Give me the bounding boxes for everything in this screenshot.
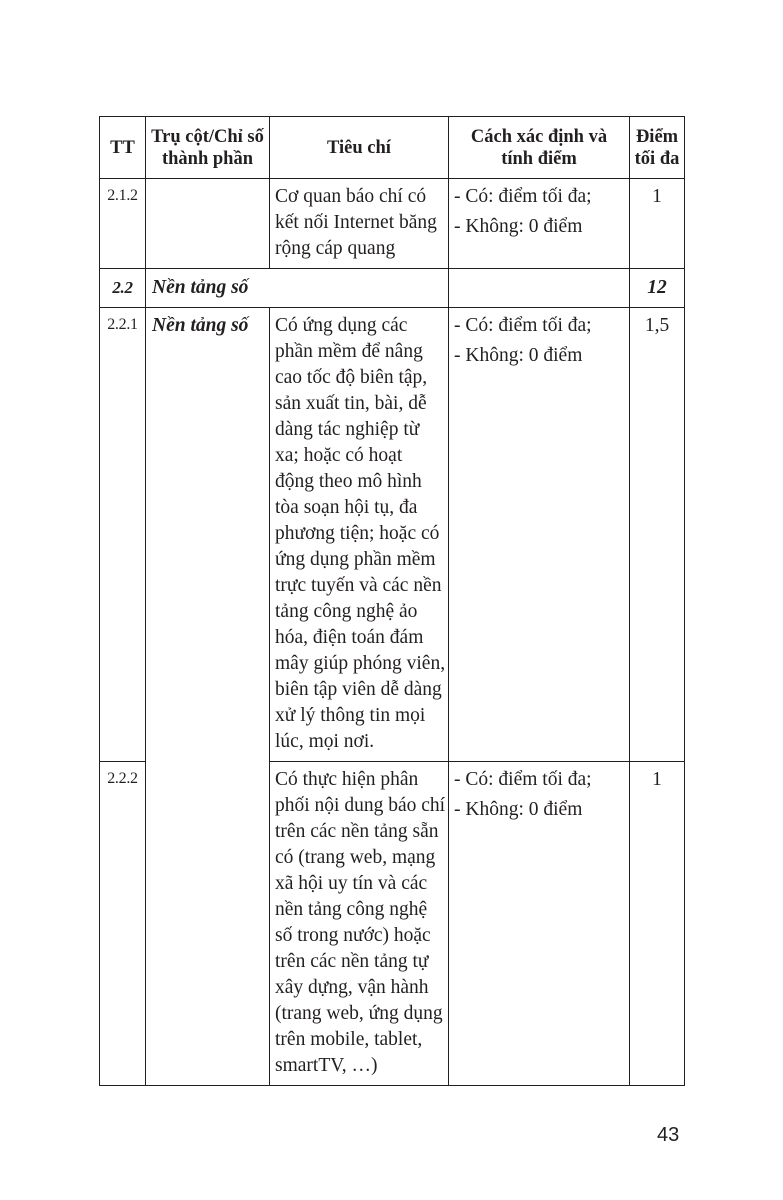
table-row bbox=[100, 179, 685, 269]
row-method bbox=[449, 308, 630, 762]
header-tt: TT bbox=[100, 117, 146, 179]
table-header-row bbox=[100, 117, 685, 179]
section-empty bbox=[449, 269, 630, 308]
header-method: Cách xác định và tính điểm bbox=[449, 117, 630, 179]
header-pillar: Trụ cột/Chỉ số thành phần bbox=[146, 117, 270, 179]
row-score: 1 bbox=[630, 179, 685, 269]
row-criteria: Có ứng dụng các phần mềm để nâng cao tốc độ biên tập, sản xuất tin, bài, dễ dàng tác nghiệp từ xa; hoặc có hoạt động theo mô hình tòa soạn hội tụ, đa phương tiện; hoặc có ứng dụng phần mềm trực tuyến và các nền tảng công nghệ ảo hóa, điện toán đám mây giúp phóng viên, biên tập viên dễ dàng xử lý thông tin mọi lúc, mọi nơi. bbox=[270, 308, 449, 762]
criteria-table bbox=[99, 116, 685, 1086]
row-method bbox=[449, 762, 630, 1086]
header-max-score: Điểm tối đa bbox=[630, 117, 685, 179]
section-row bbox=[100, 269, 685, 308]
row-score: 1,5 bbox=[630, 308, 685, 762]
row-score: 1 bbox=[630, 762, 685, 1086]
method-no: - Không: 0 điểm bbox=[454, 216, 583, 237]
row-tt: 2.2.1 bbox=[100, 308, 146, 762]
row-pillar: Nền tảng số bbox=[146, 308, 270, 1086]
row-criteria: Có thực hiện phân phối nội dung báo chí trên các nền tảng sẵn có (trang web, mạng xã hội uy tín và các nền tảng công nghệ số trong nước) hoặc trên các nền tảng tự xây dựng, vận hành (trang web, ứng dụng trên mobile, tablet, smartTV, …) bbox=[270, 762, 449, 1086]
row-method bbox=[449, 179, 630, 269]
method-no: - Không: 0 điểm bbox=[454, 345, 583, 366]
method-yes: - Có: điểm tối đa; bbox=[454, 315, 592, 336]
section-tt: 2.2 bbox=[100, 269, 146, 308]
method-no: - Không: 0 điểm bbox=[454, 799, 583, 820]
header-criteria: Tiêu chí bbox=[270, 117, 449, 179]
page-number: 43 bbox=[657, 1124, 680, 1146]
row-tt: 2.2.2 bbox=[100, 762, 146, 1086]
row-criteria: Cơ quan báo chí có kết nối Internet băng rộng cáp quang bbox=[270, 179, 449, 269]
row-pillar bbox=[146, 179, 270, 269]
section-score: 12 bbox=[630, 269, 685, 308]
section-title: Nền tảng số bbox=[146, 269, 449, 308]
row-tt: 2.1.2 bbox=[100, 179, 146, 269]
method-yes: - Có: điểm tối đa; bbox=[454, 769, 592, 790]
table-row bbox=[100, 308, 685, 762]
method-yes: - Có: điểm tối đa; bbox=[454, 186, 592, 207]
